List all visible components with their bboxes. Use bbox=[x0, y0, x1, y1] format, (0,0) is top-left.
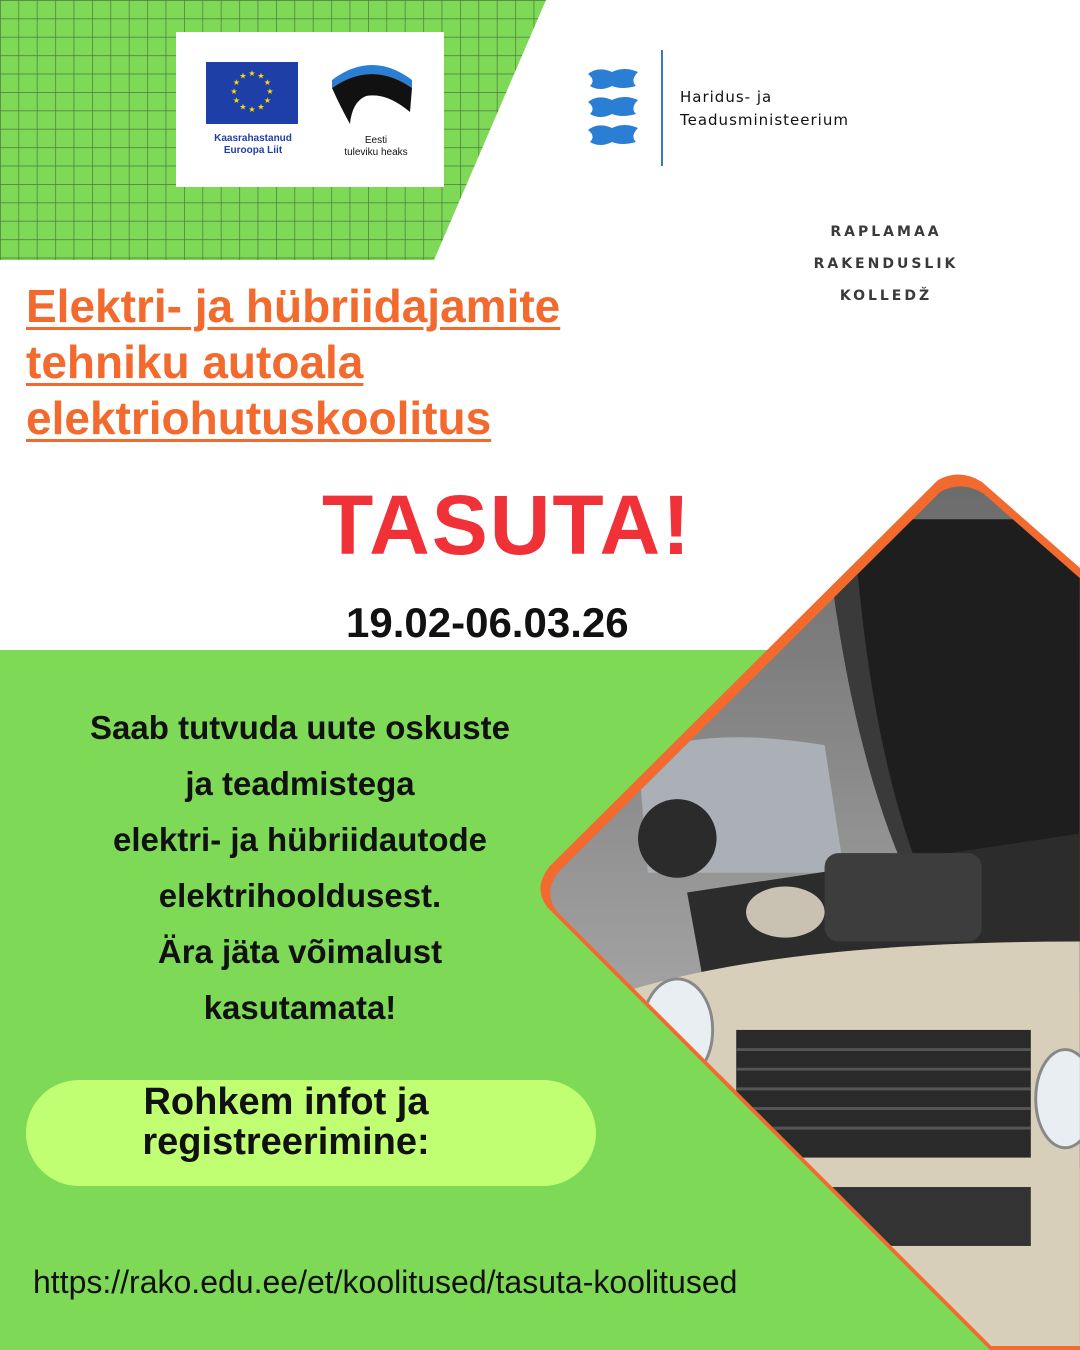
college-name-line2: RAKENDUSLIK bbox=[813, 256, 959, 272]
svg-text:★: ★ bbox=[263, 96, 272, 105]
estonia-logo-icon bbox=[326, 58, 418, 128]
funding-logos-box bbox=[176, 32, 444, 187]
title-line3: elektriohutuskoolitus bbox=[26, 392, 492, 444]
description-line3: elektri- ja hübriidautode bbox=[112, 821, 488, 858]
info-line2: registreerimine: bbox=[142, 1121, 430, 1163]
registration-url[interactable]: https://rako.edu.ee/et/koolitused/tasuta-koolitused bbox=[33, 1264, 738, 1300]
eu-caption-line1: Kaasrahastanud bbox=[214, 133, 292, 144]
svg-text:★: ★ bbox=[232, 96, 241, 105]
coat-of-arms-icon bbox=[584, 66, 644, 150]
svg-text:★: ★ bbox=[248, 105, 256, 114]
svg-text:★: ★ bbox=[257, 71, 265, 81]
eu-caption-line2: Euroopa Liit bbox=[223, 145, 283, 156]
description-line5: Ära jäta võimalust bbox=[157, 933, 443, 970]
svg-text:★: ★ bbox=[263, 78, 272, 87]
description-line2: ja teadmistega bbox=[185, 765, 415, 802]
info-label bbox=[26, 1082, 546, 1162]
svg-text:★: ★ bbox=[239, 71, 247, 81]
ministry-name-line2: Teadusministeerium bbox=[680, 111, 849, 129]
svg-text:★: ★ bbox=[230, 87, 238, 96]
svg-text:★: ★ bbox=[266, 87, 274, 96]
ministry-divider bbox=[661, 50, 663, 166]
price-heading: TASUTA! bbox=[322, 478, 693, 572]
title-line2: tehniku autoala bbox=[26, 336, 364, 388]
estonia-caption-line1: Eesti bbox=[364, 135, 388, 146]
eu-flag-icon bbox=[206, 62, 298, 124]
description-line6: kasutamata! bbox=[203, 989, 397, 1026]
car-engine-photo bbox=[520, 468, 1080, 1350]
description-line1: Saab tutvuda uute oskuste bbox=[90, 709, 510, 746]
college-name-line1: RAPLAMAA bbox=[830, 224, 942, 240]
info-line1: Rohkem infot ja bbox=[143, 1081, 429, 1123]
course-title bbox=[26, 278, 746, 446]
course-description bbox=[20, 700, 580, 1036]
course-dates: 19.02-06.03.26 bbox=[346, 599, 629, 646]
svg-text:★: ★ bbox=[232, 78, 241, 87]
grid-pattern-background bbox=[0, 0, 1080, 260]
college-name-line3: KOLLEDŽ bbox=[839, 288, 933, 304]
estonia-caption-line2: tuleviku heaks bbox=[344, 147, 408, 158]
description-line4: elektrihooldusest. bbox=[158, 877, 442, 914]
ministry-name-line1: Haridus- ja bbox=[680, 88, 773, 106]
svg-text:★: ★ bbox=[257, 102, 265, 112]
title-line1: Elektri- ja hübriidajamite bbox=[26, 280, 561, 332]
svg-text:★: ★ bbox=[248, 69, 256, 78]
svg-text:★: ★ bbox=[239, 102, 247, 112]
